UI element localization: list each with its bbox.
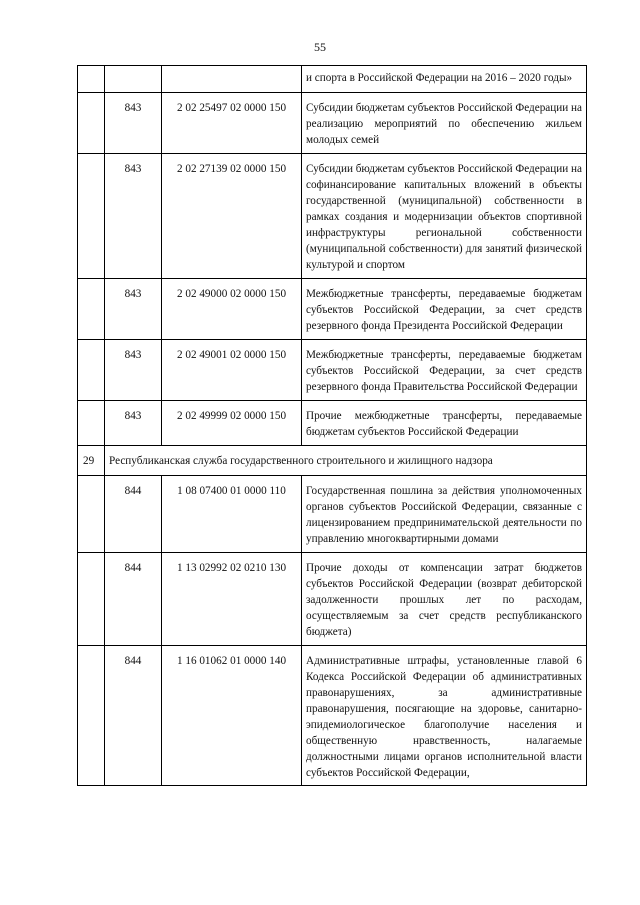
administrator-code: 843 <box>105 93 162 154</box>
table-row <box>78 66 587 93</box>
table-row <box>78 154 587 279</box>
row-number <box>78 66 105 93</box>
administrator-code: 843 <box>105 340 162 401</box>
revenue-code: 2 02 25497 02 0000 150 <box>162 93 302 154</box>
revenue-description: Административные штрафы, установленные главой 6 Кодекса Российской Федерации об административных правонарушениях, за административные правонарушения, посягающие на здоровье, санитарно-эпидемиологическое благополучие населения и общественную нравственность, налагаемые должностными лицами органов исполнительной власти субъектов Российской Федерации, <box>302 646 587 786</box>
revenue-description: Субсидии бюджетам субъектов Российской Федерации на софинансирование капитальных вложений в объекты государственной (муниципальной) собственности в рамках создания и модернизации объектов спортивной инфраструктуры региональной собственности (муниципальной собственности) для занятий физической культурой и спортом <box>302 154 587 279</box>
revenue-code: 1 16 01062 01 0000 140 <box>162 646 302 786</box>
administrator-code: 843 <box>105 279 162 340</box>
row-number <box>78 401 105 446</box>
revenue-code: 2 02 49999 02 0000 150 <box>162 401 302 446</box>
table-row <box>78 93 587 154</box>
section-header-row <box>78 446 587 476</box>
revenue-code: 1 08 07400 01 0000 110 <box>162 476 302 553</box>
revenue-description: и спорта в Российской Федерации на 2016 – 2020 годы» <box>302 66 587 93</box>
administrator-code: 843 <box>105 154 162 279</box>
revenue-code: 2 02 49001 02 0000 150 <box>162 340 302 401</box>
revenue-description: Субсидии бюджетам субъектов Российской Федерации на реализацию мероприятий по обеспечению жильем молодых семей <box>302 93 587 154</box>
revenue-description: Прочие межбюджетные трансферты, передаваемые бюджетам субъектов Российской Федерации <box>302 401 587 446</box>
revenue-code: 2 02 49000 02 0000 150 <box>162 279 302 340</box>
section-number: 29 <box>78 446 105 476</box>
row-number <box>78 279 105 340</box>
revenue-code: 1 13 02992 02 0210 130 <box>162 553 302 646</box>
administrator-code: 844 <box>105 646 162 786</box>
administrator-code <box>105 66 162 93</box>
administrator-code: 844 <box>105 553 162 646</box>
table-row <box>78 646 587 786</box>
row-number <box>78 154 105 279</box>
row-number <box>78 553 105 646</box>
revenue-description: Прочие доходы от компенсации затрат бюджетов субъектов Российской Федерации (возврат дебиторской задолженности прошлых лет по расходам, осуществляемым за счет средств республиканского бюджета) <box>302 553 587 646</box>
revenue-description: Межбюджетные трансферты, передаваемые бюджетам субъектов Российской Федерации, за счет средств резервного фонда Правительства Российской Федерации <box>302 340 587 401</box>
administrator-code: 844 <box>105 476 162 553</box>
table-row <box>78 553 587 646</box>
page-number: 55 <box>314 40 326 54</box>
revenue-code: 2 02 27139 02 0000 150 <box>162 154 302 279</box>
revenue-description: Межбюджетные трансферты, передаваемые бюджетам субъектов Российской Федерации, за счет средств резервного фонда Президента Российской Федерации <box>302 279 587 340</box>
table-row <box>78 476 587 553</box>
revenue-code <box>162 66 302 93</box>
section-title: Республиканская служба государственного строительного и жилищного надзора <box>105 446 587 476</box>
table-row <box>78 279 587 340</box>
row-number <box>78 340 105 401</box>
table-row <box>78 401 587 446</box>
administrator-code: 843 <box>105 401 162 446</box>
row-number <box>78 646 105 786</box>
table-row <box>78 340 587 401</box>
revenue-description: Государственная пошлина за действия уполномоченных органов субъектов Российской Федерации, связанные с лицензированием предпринимательской деятельности по управлению многоквартирными домами <box>302 476 587 553</box>
row-number <box>78 93 105 154</box>
row-number <box>78 476 105 553</box>
revenue-codes-table <box>77 65 587 786</box>
